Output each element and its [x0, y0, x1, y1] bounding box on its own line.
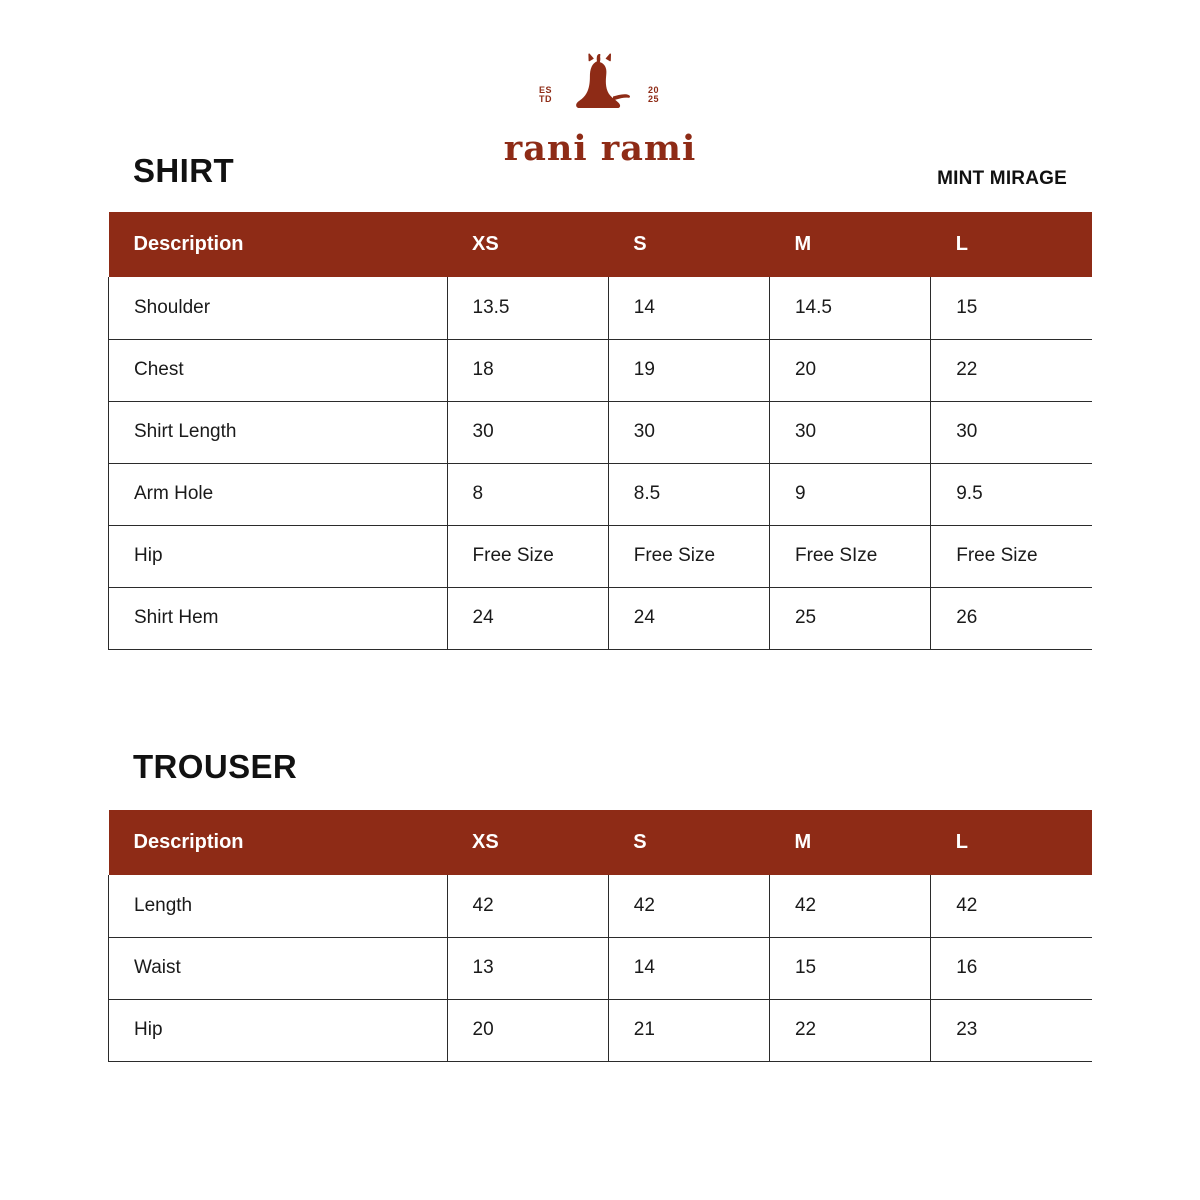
row-label: Arm Hole	[109, 463, 448, 525]
cell-xs: Free Size	[447, 525, 608, 587]
cell-s: 14	[608, 277, 769, 339]
cell-l: 23	[931, 999, 1092, 1061]
cell-m: 20	[769, 339, 930, 401]
cell-m: Free SIze	[769, 525, 930, 587]
trouser-size-table	[108, 810, 1092, 1062]
logo-year-label: 20 25	[647, 85, 659, 105]
logo-mark	[525, 52, 675, 132]
cell-l: 9.5	[931, 463, 1092, 525]
cell-s: 24	[608, 587, 769, 649]
cell-l: 26	[931, 587, 1092, 649]
cell-m: 25	[769, 587, 930, 649]
cell-l: 30	[931, 401, 1092, 463]
shirt-table-head	[109, 212, 1093, 277]
shirt-section-title: SHIRT	[133, 152, 234, 189]
table-row	[109, 277, 1093, 339]
shirt-size-table-wrapper	[108, 212, 1092, 650]
table-row	[109, 937, 1093, 999]
table-row	[109, 463, 1093, 525]
row-label: Shirt Length	[109, 401, 448, 463]
cell-m: 14.5	[769, 277, 930, 339]
cell-l: 15	[931, 277, 1092, 339]
column-header-m: M	[769, 810, 930, 875]
cell-s: 19	[608, 339, 769, 401]
cell-s: 21	[608, 999, 769, 1061]
cell-s: 42	[608, 875, 769, 937]
brand-wordmark: rani rami	[503, 128, 697, 169]
table-row	[109, 525, 1093, 587]
cell-s: 8.5	[608, 463, 769, 525]
row-label: Hip	[109, 999, 448, 1061]
cell-m: 42	[769, 875, 930, 937]
column-header-xs: XS	[447, 810, 608, 875]
cell-m: 15	[769, 937, 930, 999]
row-label: Waist	[109, 937, 448, 999]
column-header-xs: XS	[447, 212, 608, 277]
column-header-s: S	[608, 212, 769, 277]
cell-m: 9	[769, 463, 930, 525]
cell-l: 42	[931, 875, 1092, 937]
cell-xs: 42	[447, 875, 608, 937]
cell-xs: 24	[447, 587, 608, 649]
row-label: Hip	[109, 525, 448, 587]
cell-xs: 13.5	[447, 277, 608, 339]
cell-xs: 13	[447, 937, 608, 999]
table-row	[109, 587, 1093, 649]
table-row	[109, 999, 1093, 1061]
shirt-size-table	[108, 212, 1092, 650]
cat-silhouette-icon	[569, 52, 631, 123]
row-label: Shirt Hem	[109, 587, 448, 649]
column-header-description: Description	[109, 810, 448, 875]
trouser-section-title: TROUSER	[133, 748, 298, 785]
table-row	[109, 401, 1093, 463]
cell-s: Free Size	[608, 525, 769, 587]
cell-xs: 8	[447, 463, 608, 525]
column-header-l: L	[931, 212, 1092, 277]
cell-l: 22	[931, 339, 1092, 401]
cell-l: 16	[931, 937, 1092, 999]
trouser-size-table-wrapper	[108, 810, 1092, 1062]
cell-l: Free Size	[931, 525, 1092, 587]
cell-m: 30	[769, 401, 930, 463]
cell-m: 22	[769, 999, 930, 1061]
table-row	[109, 339, 1093, 401]
logo-established-label: ES TD	[539, 85, 553, 105]
table-row	[109, 875, 1093, 937]
table-header-row	[109, 810, 1093, 875]
shirt-table-body	[109, 277, 1093, 649]
row-label: Length	[109, 875, 448, 937]
cell-s: 30	[608, 401, 769, 463]
cell-xs: 30	[447, 401, 608, 463]
column-header-description: Description	[109, 212, 448, 277]
row-label: Shoulder	[109, 277, 448, 339]
column-header-m: M	[769, 212, 930, 277]
trouser-table-head	[109, 810, 1093, 875]
cell-xs: 18	[447, 339, 608, 401]
cell-s: 14	[608, 937, 769, 999]
column-header-s: S	[608, 810, 769, 875]
table-header-row	[109, 212, 1093, 277]
trouser-table-body	[109, 875, 1093, 1061]
row-label: Chest	[109, 339, 448, 401]
collection-name: MINT MIRAGE	[937, 168, 1067, 189]
column-header-l: L	[931, 810, 1092, 875]
cell-xs: 20	[447, 999, 608, 1061]
